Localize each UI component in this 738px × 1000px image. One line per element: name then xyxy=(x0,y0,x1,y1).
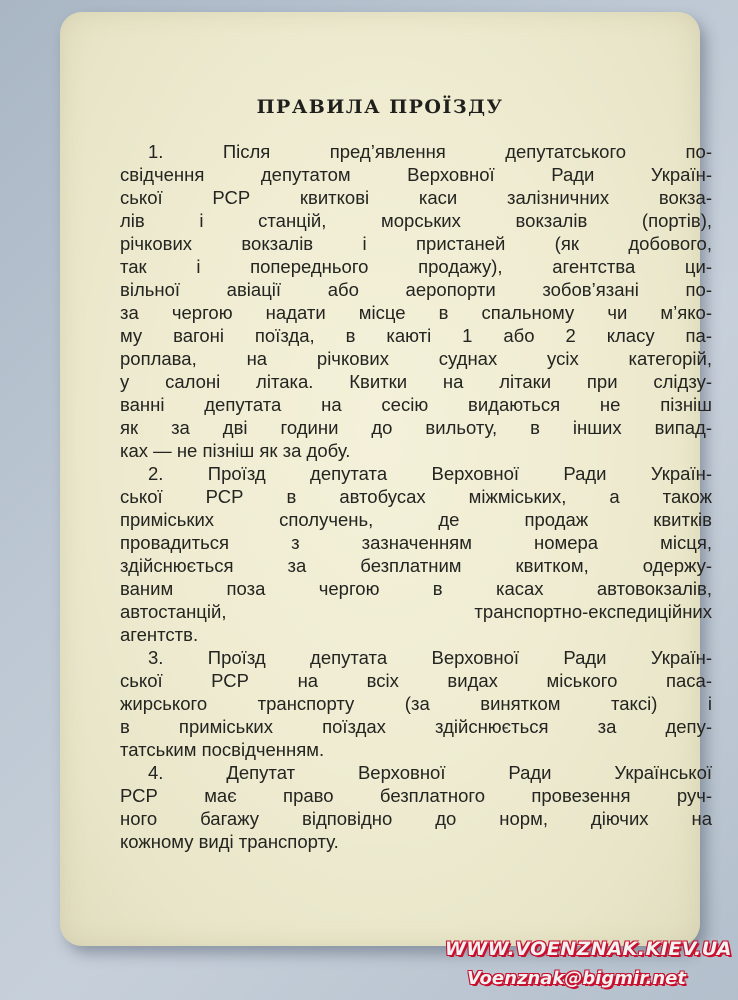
rule-line: 4. Депутат Верховної Ради Української xyxy=(148,762,712,783)
rule-line: 3. Проїзд депутата Верховної Ради Україн- xyxy=(148,647,712,668)
rule-line: роплава, на річкових суднах усіх категорій, xyxy=(120,348,712,369)
rule-line: лів і станцій, морських вокзалів (портів), xyxy=(120,210,712,231)
rules-body xyxy=(120,140,712,853)
rule-line: приміських сполучень, де продаж квитків xyxy=(120,509,712,530)
rule-line: 1. Після пред’явлення депутатського по- xyxy=(148,141,712,162)
rule-line: ного багажу відповідно до норм, діючих на xyxy=(120,808,712,829)
rule-line: жирського транспорту (за винятком таксі) і xyxy=(120,693,712,714)
rule-line: ської РСР квиткові каси залізничних вокза- xyxy=(120,187,712,208)
rule-line: му вагоні поїзда, в каюті 1 або 2 класу па- xyxy=(120,325,712,346)
rule-line: здійснюється за безплатним квитком, одержу- xyxy=(120,555,712,576)
rule-line: свідчення депутатом Верховної Ради Україн- xyxy=(120,164,712,185)
rule-line: у салоні літака. Квитки на літаки при слідзу- xyxy=(120,371,712,392)
rule-line: ської РСР на всіх видах міського паса- xyxy=(120,670,712,691)
rule-line: так і попереднього продажу), агентства ци- xyxy=(120,256,712,277)
rule-line: агентств. xyxy=(120,624,199,645)
rule-line: кожному виді транспорту. xyxy=(120,831,339,852)
card-title: ПРАВИЛА ПРОЇЗДУ xyxy=(256,96,504,118)
watermark-email: Voenznak@bigmir.net xyxy=(466,968,686,989)
rule-line: провадиться з зазначенням номера місця, xyxy=(120,532,712,553)
watermark-site: WWW.VOENZNAK.KIEV.UA xyxy=(444,938,732,960)
rule-line: в приміських поїздах здійснюється за депу- xyxy=(120,716,712,737)
rule-line: річкових вокзалів і пристаней (як добового, xyxy=(120,233,712,254)
rules-card xyxy=(60,12,712,946)
rule-line: 2. Проїзд депутата Верховної Ради Україн- xyxy=(148,463,712,484)
rule-line: як за дві години до вильоту, в інших випад- xyxy=(120,417,712,438)
rule-line: вільної авіації або аеропорти зобов’язані по- xyxy=(120,279,712,300)
rule-line: автостанцій, транспортно-експедиційних xyxy=(120,601,712,622)
rule-line: РСР має право безплатного провезення руч- xyxy=(120,785,712,806)
rule-line: ках — не пізніш як за добу. xyxy=(120,440,351,461)
rule-line: ської РСР в автобусах міжміських, а також xyxy=(120,486,712,507)
rule-line: ванні депутата на сесію видаються не пізніш xyxy=(120,394,712,415)
rule-line: татським посвідченням. xyxy=(120,739,325,760)
rule-line: ваним поза чергою в касах автовокзалів, xyxy=(120,578,712,599)
rule-line: за чергою надати місце в спальному чи м’яко- xyxy=(120,302,712,323)
